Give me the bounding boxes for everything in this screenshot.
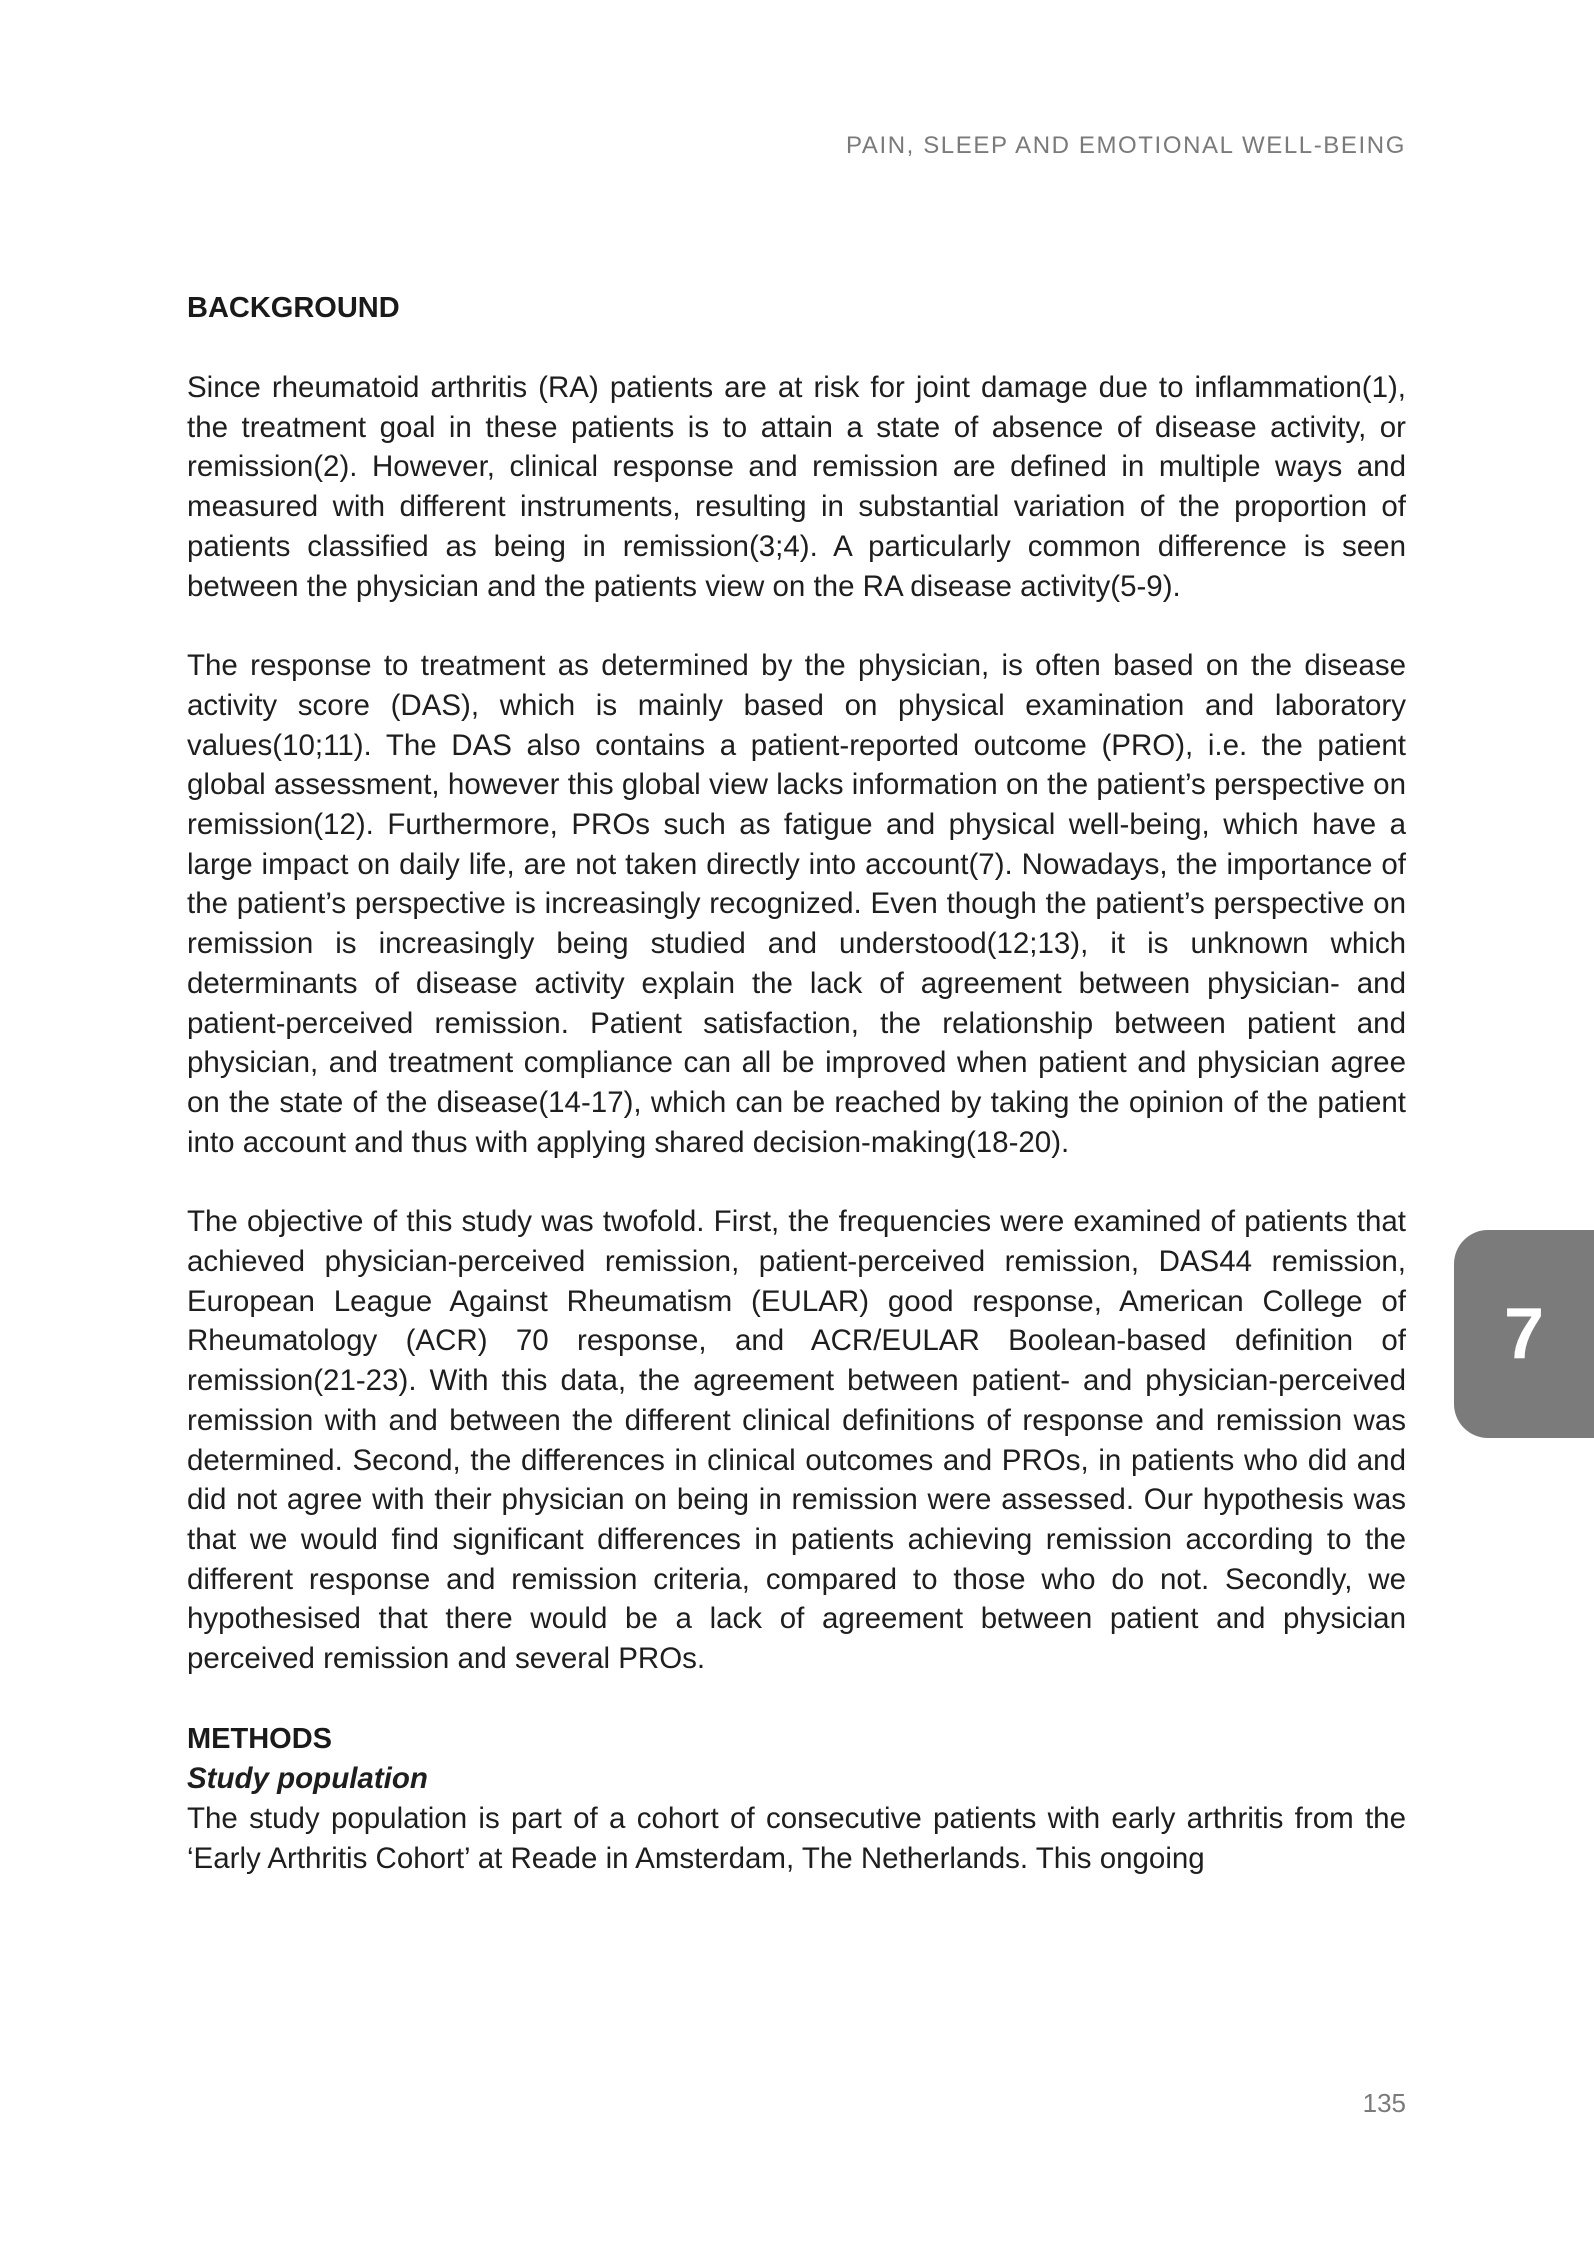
background-heading: BACKGROUND [187, 292, 400, 324]
page-number: 135 [1362, 2088, 1406, 2118]
methods-heading: METHODS [187, 1722, 332, 1755]
running-header: PAIN, SLEEP AND EMOTIONAL WELL-BEING [846, 132, 1406, 159]
methods-paragraph-1: The study population is part of a cohort of consecutive patients with early arthritis from the ‘Early Arthritis Cohort’ at Reade in Amsterdam, The Netherlands. This ongoing [187, 1801, 1406, 1875]
article-body [187, 288, 1406, 1878]
background-paragraph-1: Since rheumatoid arthritis (RA) patients are at risk for joint damage due to inflammation(1), the treatment goal in these patients is to attain a state of absence of disease activity, or remission(2). However, clinical response and remission are defined in multiple ways and measured with different instruments, resulting in substantial variation of the proportion of patients classified as being in remission(3;4). A particularly common difference is seen between the physician and the patients view on the RA disease activity(5-9). [187, 371, 1406, 603]
chapter-tab [1454, 1230, 1594, 1438]
background-paragraph-2: The response to treatment as determined by the physician, is often based on the disease activity score (DAS), which is mainly based on physical examination and laboratory values(10;11). The DAS also contains a patient-reported outcome (PRO), i.e. the patient global assessment, however this global view lacks information on the patient’s perspective on remission(12). Furthermore, PROs such as fatigue and physical well-being, which have a large impact on daily life, are not taken directly into account(7). Nowadays, the importance of the patient’s perspective is increasingly recognized. Even though the patient’s perspective on remission is increasingly being studied and understood(12;13), it is unknown which determinants of disease activity explain the lack of agreement between physician- and patient-perceived remission. Patient satisfaction, the relationship between patient and physician, and treatment compliance can all be improved when patient and physician agree on the state of the disease(14-17), which can be reached by taking the opinion of the patient into account and thus with applying shared decision-making(18-20). [187, 649, 1406, 1159]
chapter-number: 7 [1503, 1294, 1545, 1374]
background-paragraph-3: The objective of this study was twofold. First, the frequencies were examined of patients that achieved physician-perceived remission, patient-perceived remission, DAS44 remission, European League Against Rheumatism (EULAR) good response, American College of Rheumatology (ACR) 70 response, and ACR/EULAR Boolean-based definition of remission(21-23). With this data, the agreement between patient- and physician-perceived remission with and between the different clinical definitions of response and remission was determined. Second, the differences in clinical outcomes and PROs, in patients who did and did not agree with their physician on being in remission were assessed. Our hypothesis was that we would find significant differences in patients achieving remission according to the different response and remission criteria, compared to those who do not. Secondly, we hypothesised that there would be a lack of agreement between patient and physician perceived remission and several PROs. [187, 1205, 1406, 1676]
study-population-subheading: Study population [187, 1761, 428, 1795]
